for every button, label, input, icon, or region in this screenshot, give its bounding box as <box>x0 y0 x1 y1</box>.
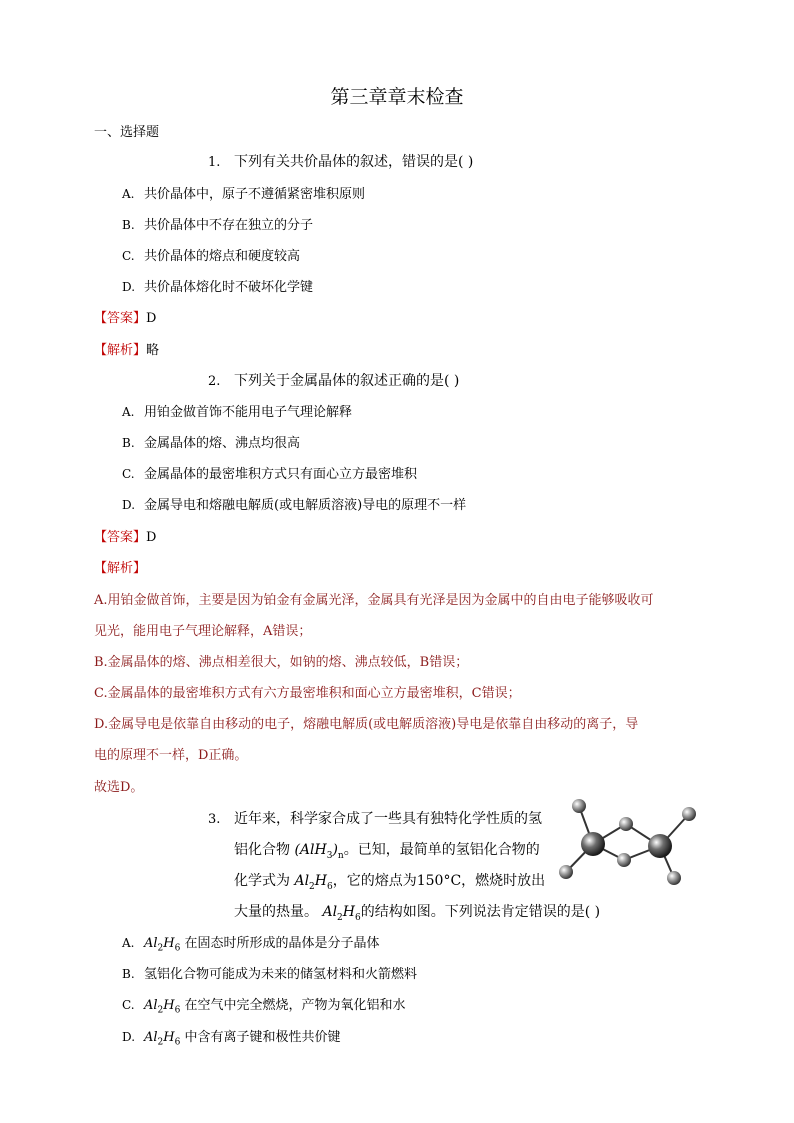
analysis-line: D.金属导电是依靠自由移动的电子，熔融电解质(或电解质溶液)导电是依靠自由移动的离子，导 <box>94 717 639 732</box>
question-1-option-d <box>122 276 313 295</box>
option-text: 氢铝化合物可能成为未来的储氢材料和火箭燃料 <box>144 967 418 982</box>
question-text: 。已知，最简单的氢铝化合物的 <box>343 842 540 858</box>
formula: $Al_2H_6$ <box>322 904 361 923</box>
formula: $Al_2H_6$ <box>294 873 333 892</box>
option-text: 在固态时所形成的晶体是分子晶体 <box>184 936 380 951</box>
analysis-line: A.用铂金做首饰，主要是因为铂金有金属光泽，金属具有光泽是因为金属中的自由电子能够吸收可 <box>94 593 654 608</box>
option-letter: B. <box>122 218 135 232</box>
hydrogen-atom <box>559 865 573 879</box>
question-2-option-d <box>122 494 466 513</box>
question-3-option-b <box>122 963 417 982</box>
question-1-analysis <box>94 339 159 358</box>
question-2-option-c <box>122 463 417 482</box>
question-text: 铝化合物 <box>234 842 290 858</box>
question-number: 2. <box>208 374 221 389</box>
question-text: 的结构如图。下列说法肯定错误的是( ) <box>360 904 601 920</box>
hydrogen-atom <box>619 817 633 831</box>
aluminum-atom <box>648 834 672 858</box>
option-text: 中含有离子键和极性共价键 <box>184 1030 341 1045</box>
hydrogen-atom <box>617 853 631 867</box>
answer-value: D <box>146 530 157 545</box>
analysis-conclusion: 故选D。 <box>94 780 144 795</box>
option-letter: D. <box>122 280 136 294</box>
question-text: 下列有关共价晶体的叙述，错误的是( ) <box>234 154 474 170</box>
option-letter: A. <box>122 936 135 950</box>
question-text: 大量的热量。 <box>234 904 318 920</box>
option-text: 金属晶体的最密堆积方式只有面心立方最密堆积 <box>144 467 418 482</box>
option-text: 共价晶体的熔点和硬度较高 <box>144 249 301 264</box>
question-1-option-b <box>122 214 313 233</box>
question-3-line-2 <box>234 839 540 861</box>
question-3-option-a <box>122 932 380 954</box>
question-3-line-3 <box>234 870 545 892</box>
question-number: 3. <box>208 812 221 827</box>
answer-label: 【答案】 <box>94 311 147 326</box>
answer-value: D <box>146 311 157 326</box>
question-3-option-d <box>122 1026 341 1048</box>
analysis-label: 【解析】 <box>94 561 147 576</box>
question-2-answer <box>94 526 156 545</box>
option-letter: B. <box>122 967 135 981</box>
question-2-stem <box>208 370 459 390</box>
option-text: 金属导电和熔融电解质(或电解质溶液)导电的原理不一样 <box>144 498 467 513</box>
analysis-line: C.金属晶体的最密堆积方式有六方最密堆积和面心立方最密堆积，C错误； <box>94 686 521 701</box>
question-2-option-a <box>122 401 352 420</box>
analysis-line: 见光，能用电子气理论解释，A错误； <box>94 624 312 639</box>
option-letter: A. <box>122 405 135 419</box>
hydrogen-atom <box>682 807 696 821</box>
hydrogen-atom <box>572 799 586 813</box>
option-text: 金属晶体的熔、沸点均很高 <box>144 436 301 451</box>
question-text: 下列关于金属晶体的叙述正确的是( ) <box>234 373 460 389</box>
answer-label: 【答案】 <box>94 530 147 545</box>
aluminum-atom <box>581 832 605 856</box>
question-2-option-b <box>122 432 300 451</box>
option-letter: C. <box>122 998 135 1012</box>
option-text: 用铂金做首饰不能用电子气理论解释 <box>144 405 353 420</box>
option-letter: C. <box>122 249 135 263</box>
question-text: ，燃烧时放出 <box>461 873 546 889</box>
formula: $Al_2H_6$ <box>144 1030 181 1048</box>
page-title: 第三章章末检查 <box>330 86 464 108</box>
option-letter: D. <box>122 1030 136 1044</box>
question-1-option-c <box>122 245 300 264</box>
option-text: 共价晶体熔化时不破坏化学键 <box>144 280 314 295</box>
al2h6-structure-diagram <box>553 796 703 896</box>
analysis-line: B.金属晶体的熔、沸点相差很大，如钠的熔、沸点较低，B错误； <box>94 655 469 670</box>
analysis-label: 【解析】 <box>94 343 147 358</box>
option-text: 在空气中完全燃烧，产物为氧化铝和水 <box>184 998 406 1013</box>
formula: $Al_2H_6$ <box>144 936 181 954</box>
question-2-analysis-label <box>94 557 146 576</box>
option-letter: B. <box>122 436 135 450</box>
question-1-stem <box>208 151 473 171</box>
question-3-line-4 <box>234 901 600 923</box>
hydrogen-atom <box>667 871 681 885</box>
option-letter: A. <box>122 187 135 201</box>
analysis-line: 电的原理不一样，D正确。 <box>94 748 248 763</box>
question-3-line-1 <box>208 808 542 828</box>
option-text: 共价晶体中不存在独立的分子 <box>144 218 314 233</box>
question-text: 化学式为 <box>234 873 290 889</box>
question-text: ，它的熔点为 <box>332 873 417 889</box>
analysis-text: 略 <box>146 343 160 358</box>
section-heading: 一、选择题 <box>94 125 160 140</box>
formula: $Al_2H_6$ <box>144 998 181 1016</box>
option-letter: D. <box>122 498 136 512</box>
option-text: 共价晶体中，原子不遵循紧密堆积原则 <box>144 187 366 202</box>
question-number: 1. <box>208 155 221 170</box>
question-1-answer <box>94 307 156 326</box>
option-letter: C. <box>122 467 135 481</box>
melting-point: 150°C <box>416 873 462 889</box>
formula-polymer: $(AlH_3)_n$ <box>294 842 344 861</box>
question-text: 近年来，科学家合成了一些具有独特化学性质的氢 <box>234 811 542 827</box>
question-3-option-c <box>122 994 406 1016</box>
question-1-option-a <box>122 183 365 202</box>
